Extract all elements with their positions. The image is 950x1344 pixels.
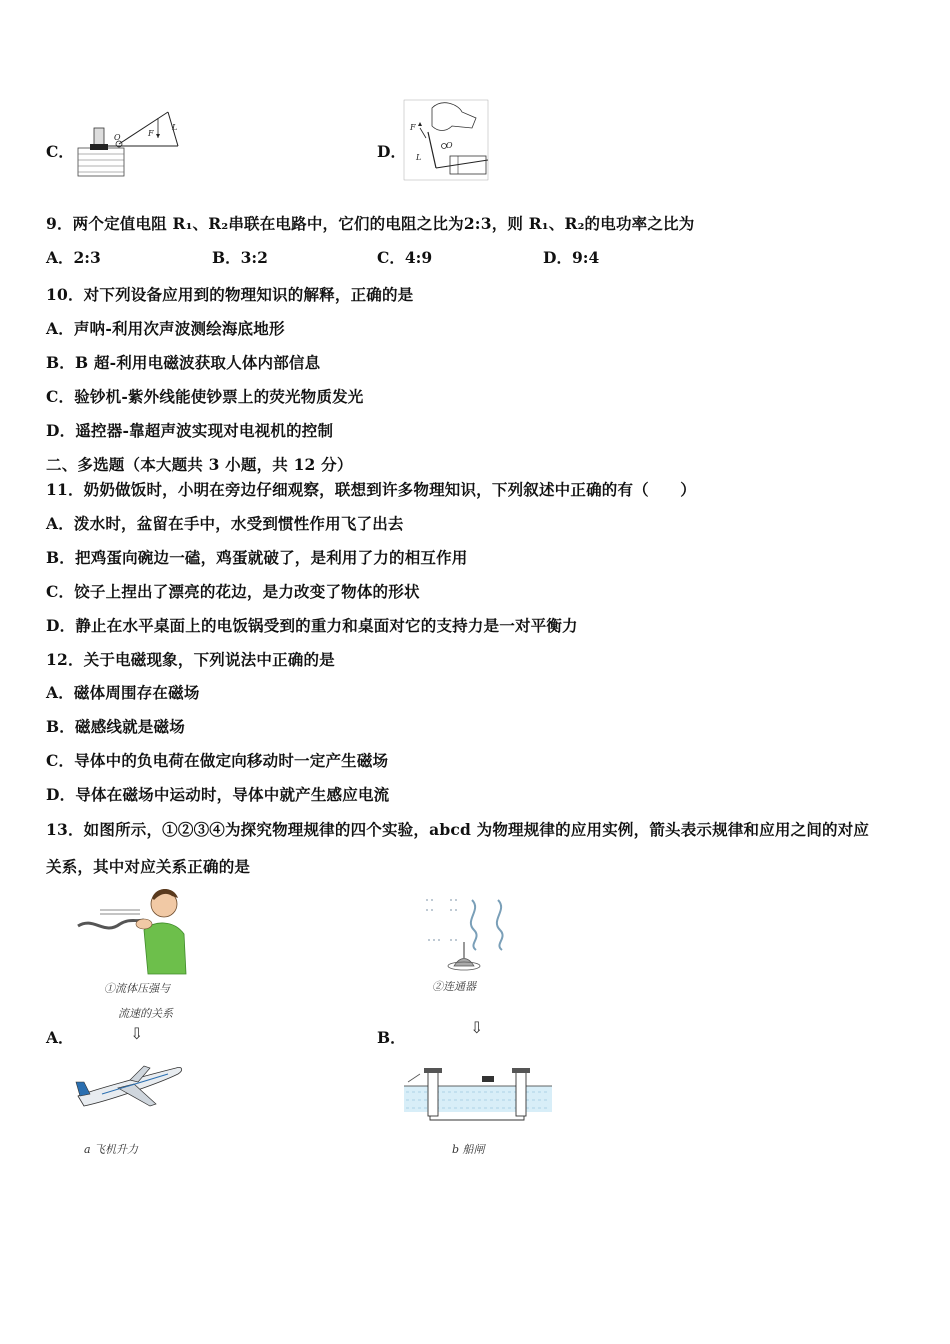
q11-option-b: B．把鸡蛋向碗边一磕，鸡蛋就破了，是利用了力的相互作用 <box>46 548 468 567</box>
q11-option-d: D．静止在水平桌面上的电饭锅受到的重力和桌面对它的支持力是一对平衡力 <box>46 616 578 635</box>
option-c-label: C． <box>46 142 74 161</box>
airplane-figure <box>72 1060 184 1118</box>
q9-option-a: A．2:3 <box>46 248 101 267</box>
question-13-text-line2: 关系，其中对应关系正确的是 <box>46 857 251 876</box>
q10-option-d: D．遥控器-靠超声波实现对电视机的控制 <box>46 421 334 440</box>
q12-option-b: B．磁感线就是磁场 <box>46 717 185 736</box>
lever-diagram-c <box>74 104 180 180</box>
caption-communicating-vessels: ②连通器 <box>432 980 476 993</box>
q12-option-c: C．导体中的负电荷在做定向移动时一定产生磁场 <box>46 751 389 770</box>
force-f-label-d: F <box>410 123 416 132</box>
section-heading: 二、多选题（本大题共 3 小题，共 12 分） <box>46 455 353 474</box>
q9-option-c: C．4:9 <box>377 248 433 267</box>
caption-fluid-pressure-1: ①流体压强与 <box>104 982 170 995</box>
lever-diagram-d <box>402 98 490 182</box>
pivot-o-label: O <box>114 133 121 142</box>
option-d-label: D． <box>377 142 406 161</box>
q13-option-b-label: B． <box>377 1028 406 1047</box>
caption-airplane-lift: a 飞机升力 <box>84 1143 139 1156</box>
arm-l-label-d: L <box>416 153 422 162</box>
q10-option-a: A．声呐-利用次声波测绘海底地形 <box>46 319 285 338</box>
question-12-text: 12．关于电磁现象，下列说法中正确的是 <box>46 650 335 669</box>
caption-fluid-pressure-2: 流速的关系 <box>118 1007 173 1020</box>
question-11-text: 11．奶奶做饭时，小明在旁边仔细观察，联想到许多物理知识，下列叙述中正确的有（ ） <box>46 480 696 499</box>
question-10-text: 10．对下列设备应用到的物理知识的解释，正确的是 <box>46 285 414 304</box>
question-13-text-line1: 13．如图所示，①②③④为探究物理规律的四个实验，abcd 为物理规律的应用实例，箭头表示规律和应用之间的对应 <box>46 820 870 839</box>
q11-option-c: C．饺子上捏出了漂亮的花边，是力改变了物体的形状 <box>46 582 420 601</box>
q9-option-d: D．9:4 <box>543 248 600 267</box>
question-9-text: 9．两个定值电阻 R₁、R₂串联在电路中，它们的电阻之比为2:3，则 R₁、R₂的电功率之比为 <box>46 214 695 233</box>
arm-l-label: L <box>172 123 178 132</box>
q10-option-b: B．B 超-利用电磁波获取人体内部信息 <box>46 353 321 372</box>
q11-option-a: A．泼水时，盆留在手中，水受到惯性作用飞了出去 <box>46 514 404 533</box>
q13-option-a-label: A． <box>46 1028 74 1047</box>
pivot-o-label-d: O <box>446 141 453 150</box>
boy-blowing-paper-figure <box>74 886 194 976</box>
communicating-vessels-figure <box>420 890 530 974</box>
down-arrow-icon-b: ⇩ <box>470 1018 484 1037</box>
caption-ship-lock: b 船闸 <box>452 1143 485 1156</box>
force-f-label: F <box>148 129 154 138</box>
ship-lock-figure <box>402 1062 554 1124</box>
q12-option-d: D．导体在磁场中运动时，导体中就产生感应电流 <box>46 785 390 804</box>
q9-option-b: B．3:2 <box>212 248 268 267</box>
q12-option-a: A．磁体周围存在磁场 <box>46 683 200 702</box>
q10-option-c: C．验钞机-紫外线能使钞票上的荧光物质发光 <box>46 387 364 406</box>
down-arrow-icon: ⇩ <box>130 1024 144 1043</box>
